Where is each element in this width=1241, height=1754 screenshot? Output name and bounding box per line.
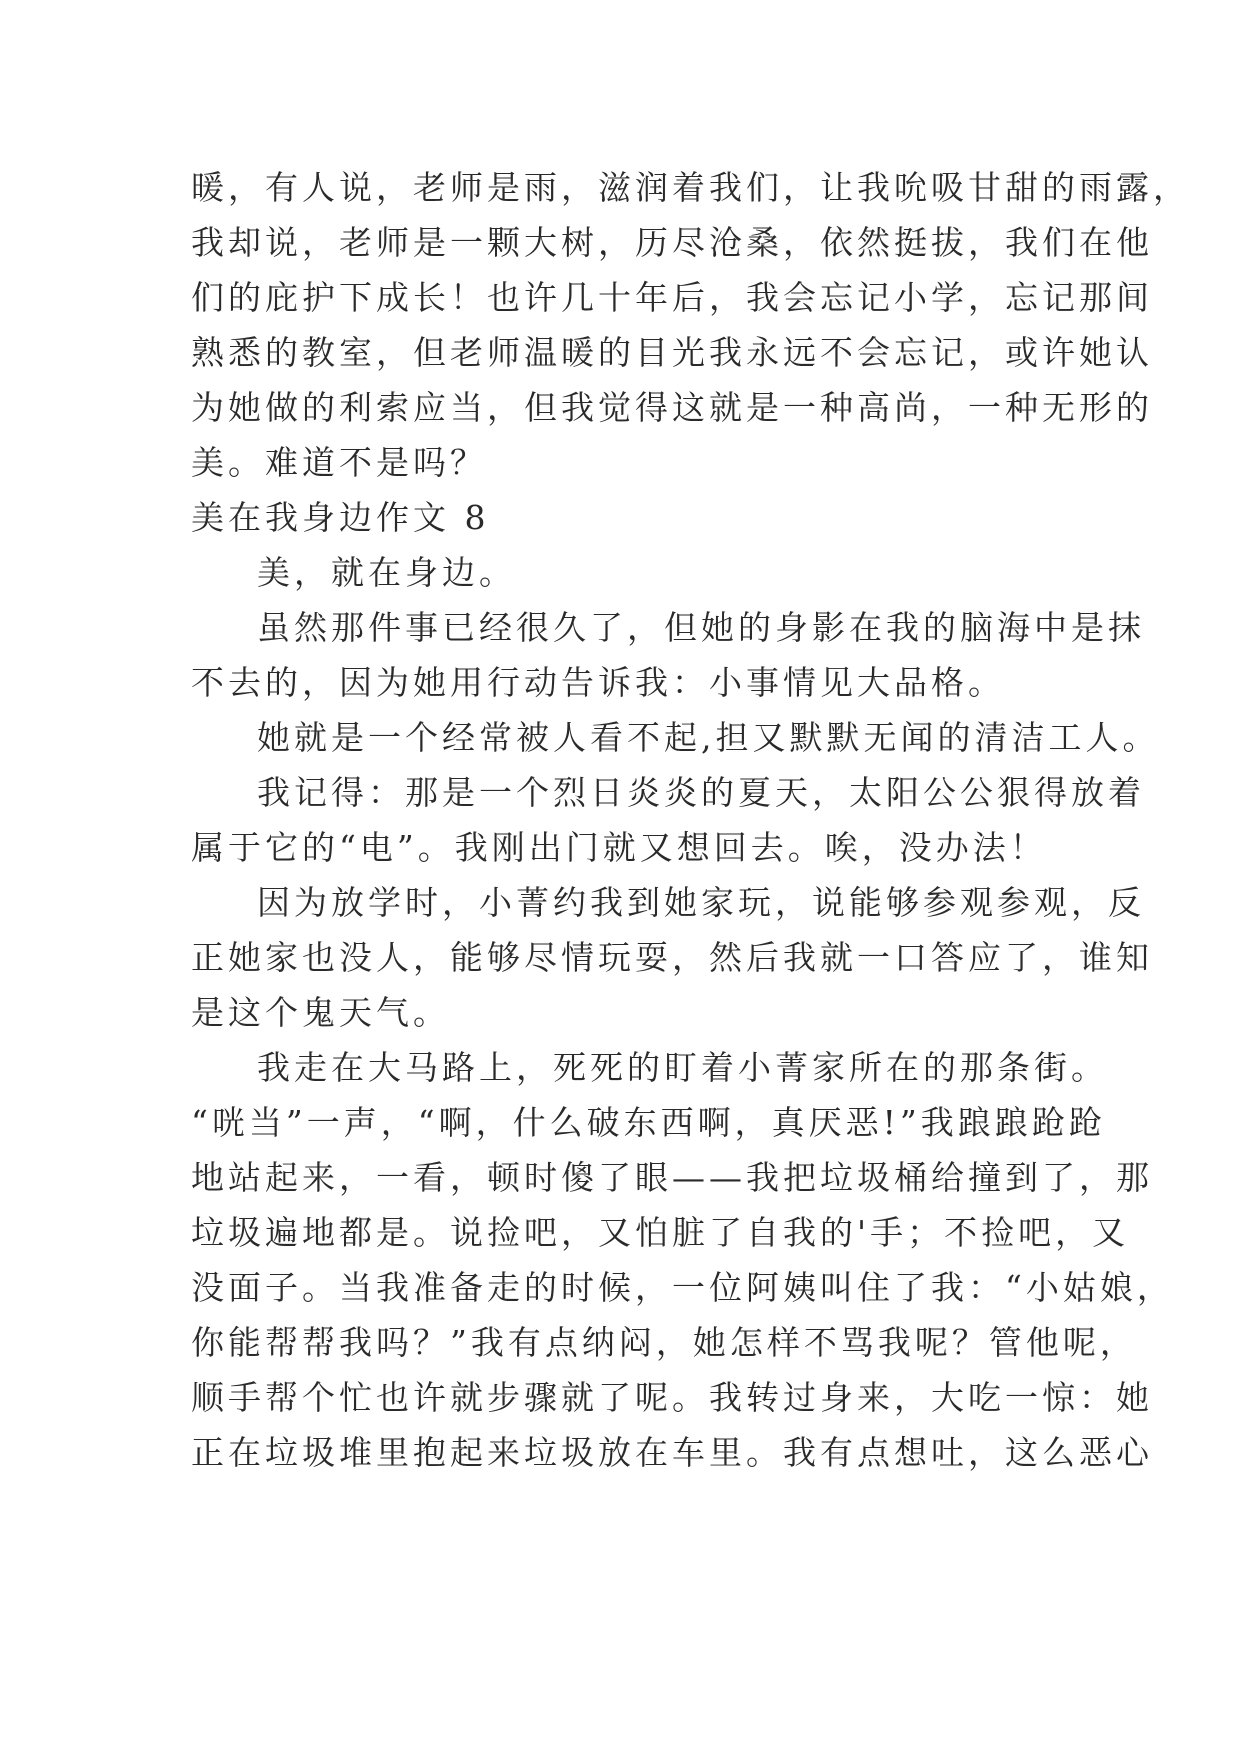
text-line: “咣当”一声，“啊，什么破东西啊，真厌恶!”我踉踉跄跄 [191, 1103, 1106, 1142]
text-line: 是这个鬼天气。 [191, 993, 450, 1032]
text-line: 不去的，因为她用行动告诉我：小事情见大品格。 [191, 663, 1005, 702]
text-line: 我却说，老师是一颗大树，历尽沧桑，依然挺拔，我们在他 [191, 223, 1153, 262]
text-line: 正在垃圾堆里抱起来垃圾放在车里。我有点想吐，这么恶心 [191, 1433, 1153, 1472]
text-line: 正她家也没人，能够尽情玩耍，然后我就一口答应了，谁知 [191, 938, 1153, 977]
text-line: 没面子。当我准备走的时候，一位阿姨叫住了我：“小姑娘， [191, 1268, 1174, 1307]
text-line: 暖，有人说，老师是雨，滋润着我们，让我吮吸甘甜的雨露， [191, 168, 1190, 207]
text-line: 熟悉的教室，但老师温暖的目光我永远不会忘记，或许她认 [191, 333, 1153, 372]
section-heading: 美在我身边作文 8 [191, 498, 490, 537]
text-line: 她就是一个经常被人看不起,担又默默无闻的清洁工人。 [257, 718, 1160, 757]
text-line: 垃圾遍地都是。说捡吧，又怕脏了自我的'手；不捡吧，又 [191, 1213, 1130, 1252]
text-line: 美，就在身边。 [257, 553, 516, 592]
text-line: 我记得：那是一个烈日炎炎的夏天，太阳公公狠得放着 [257, 773, 1145, 812]
text-line: 地站起来，一看，顿时傻了眼——我把垃圾桶给撞到了，那 [191, 1158, 1153, 1197]
text-line: 为她做的利索应当，但我觉得这就是一种高尚，一种无形的 [191, 388, 1153, 427]
text-line: 我走在大马路上，死死的盯着小菁家所在的那条街。 [257, 1048, 1108, 1087]
text-line: 美。难道不是吗？ [191, 443, 487, 482]
text-line: 因为放学时，小菁约我到她家玩，说能够参观参观，反 [257, 883, 1145, 922]
text-line: 们的庇护下成长！也许几十年后，我会忘记小学，忘记那间 [191, 278, 1153, 317]
text-line: 属于它的“电”。我刚出门就又想回去。唉，没办法！ [191, 828, 1047, 867]
text-line: 虽然那件事已经很久了，但她的身影在我的脑海中是抹 [257, 608, 1145, 647]
document-body [191, 160, 1190, 1480]
text-line: 你能帮帮我吗？”我有点纳闷，她怎样不骂我呢？管他呢， [191, 1323, 1137, 1362]
text-line: 顺手帮个忙也许就步骤就了呢。我转过身来，大吃一惊：她 [191, 1378, 1153, 1417]
